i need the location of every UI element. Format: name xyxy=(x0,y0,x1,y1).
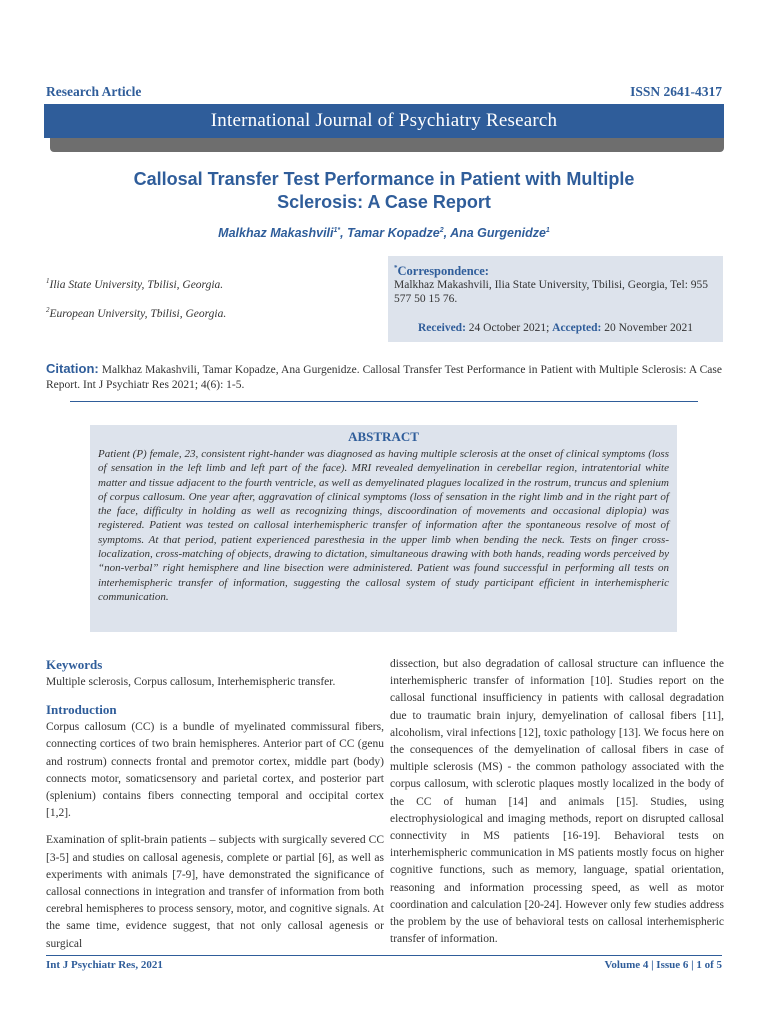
correspondence-text: Malkhaz Makashvili, Ilia State University, Tbilisi, Georgia, Tel: 955 577 50 15 76. xyxy=(394,279,709,306)
affiliation-1 xyxy=(46,277,223,291)
footer-journal: Int J Psychiatr Res, 2021 xyxy=(46,959,163,971)
title-line-2: Sclerosis: A Case Report xyxy=(277,192,491,212)
received-date: 24 October 2021; xyxy=(465,322,553,334)
citation-text: Malkhaz Makashvili, Tamar Kopadze, Ana Gurgenidze. Callosal Transfer Test Performance in Patient with Multiple Sclerosis: A Case Report. Int J Psychiatr Res 2021; 4(6): 1-5. xyxy=(46,364,722,391)
left-column xyxy=(46,656,384,953)
affiliation-1-sup: 1 xyxy=(46,277,50,285)
citation-label: Citation: xyxy=(46,361,99,376)
journal-banner: International Journal of Psychiatry Research xyxy=(44,104,724,138)
issn: ISSN 2641-4317 xyxy=(630,84,722,99)
author-2-sup: 2 xyxy=(439,226,444,234)
affiliation-2-sup: 2 xyxy=(46,306,50,314)
author-2: Tamar Kopadze xyxy=(347,226,440,240)
received-accepted-dates xyxy=(388,321,723,335)
correspondence-star: * xyxy=(394,264,398,272)
spacer xyxy=(46,691,384,701)
footer-pagination: Volume 4 | Issue 6 | 1 of 5 xyxy=(604,959,722,971)
affiliation-1-text: Ilia State University, Tbilisi, Georgia. xyxy=(49,278,224,291)
abstract-text: Patient (P) female, 23, consistent right-hander was diagnosed as having multiple sclerosis at the onset of clinical symptoms (loss of sensation in the left limb and left part of the face). MRI revealed demyelination in cerebellar region, intratentorial white matter and tissue adjacent to the fourth ventricle, as well as demyelinated plagues localized in the rostrum, truncus and splenium of corpus callosum. One year after, aggravation of clinical symptoms (loss of sensation in the right limb and in the right part of the face, difficulty in holding as well as recognizing things, discoordination of movements and occasional diplopia) was registered. Patient was tested on callosal interhemispheric transfer of information after the spontaneous resolve of most of symptoms. At that period, patient experienced paresthesia in the upper limb when bending the neck. Tests on finger cross- localization, cross-matching of objects, drawing to dictation, simultaneous drawing with both hands, reading words perceived by “non-verbal” right hemisphere and line bisection were administered. Patient was found successful in performing all tests on interhemispheric transfer of information, suggesting the callosal system of study participant efficient in interhemispheric communication. xyxy=(98,448,669,603)
affiliation-2 xyxy=(46,306,226,320)
right-column-text: dissection, but also degradation of callosal structure can influence the interhemispheric transfer of information [10]. Studies report on the callosal functional insufficiency in patients with callosal degradation due to traumatic brain injury, demyelination of callosal fibers [11], alcoholism, viral infections [12], toxic pathology [13]. We focus here on the consequences of the demyelination of callosal fibers in case of multiple sclerosis (MS) - the common pathology associated with the corpus callosum, with sclerotic plaques mostly localized in the body of the CC of human [14] and animals [15]. Studies, using electrophysiological and imaging methods, report on disrupted callosal connectivity in MS patients [16-19]. Behavioral tests on interhemispheric communication in MS patients mostly focus on higher cognitive functions, such as memory, language, spatial orientation, reasoning and information processing speed, as well as motor coordination and calculation [20-24]. However only few studies address the problem by the use of behavioral tests on callosal interhemispheric transfer of information. xyxy=(390,658,724,946)
divider xyxy=(70,401,698,402)
received-label: Received: xyxy=(418,322,466,334)
author-1: Malkhaz Makashvili xyxy=(218,226,334,240)
author-1-sup: 1* xyxy=(333,226,341,234)
introduction-paragraph-1: Corpus callosum (CC) is a bundle of myelinated commissural fibers, connecting cortices of two brain hemispheres. Anterior part of CC (genu and rostrum) connects frontal and premotor cortex, middle part (body) connects motor, somaticsensory and parietal cortex, and posterior part (splenium) contains fibers connecting temporal and occipital cortex [1,2]. xyxy=(46,721,384,820)
author-separator: , xyxy=(340,226,348,240)
article-type: Research Article xyxy=(46,84,142,99)
introduction-paragraph-2: Examination of split-brain patients – subjects with surgically severed CC [3-5] and studies on callosal agenesis, complete or partial [6], as well as experiments with animals [7-9], have demonstrated the significance of callosal connections in integration and transfer of information from both cerebral hemispheres to process sensory, motor, and cognitive signals. At the same time, evidence suggest, that not only callosal agenesis or surgical xyxy=(46,834,384,950)
keywords-heading: Keywords xyxy=(46,657,103,672)
correspondence-label: Correspondence: xyxy=(397,264,489,279)
spacer xyxy=(46,822,384,832)
introduction-heading: Introduction xyxy=(46,702,117,718)
keywords-text: Multiple sclerosis, Corpus callosum, Interhemispheric transfer. xyxy=(46,676,336,688)
title-line-1: Callosal Transfer Test Performance in Patient with Multiple xyxy=(133,169,635,189)
author-3-sup: 1 xyxy=(545,226,550,234)
footer-divider xyxy=(46,955,722,956)
header-meta xyxy=(46,84,722,102)
author-separator: , xyxy=(443,226,451,240)
correspondence-box xyxy=(388,256,723,342)
affiliation-2-text: European University, Tbilisi, Georgia. xyxy=(49,307,227,320)
accepted-label: Accepted: xyxy=(552,322,602,334)
abstract-heading: ABSTRACT xyxy=(348,429,419,444)
abstract-box xyxy=(90,425,677,632)
right-column xyxy=(390,656,724,948)
author-3: Ana Gurgenidze xyxy=(450,226,546,240)
correspondence-heading xyxy=(394,261,717,278)
accepted-date: 20 November 2021 xyxy=(601,322,693,334)
author-list xyxy=(60,226,708,240)
footer xyxy=(46,959,722,975)
citation xyxy=(46,361,722,393)
paper-title xyxy=(60,168,708,214)
